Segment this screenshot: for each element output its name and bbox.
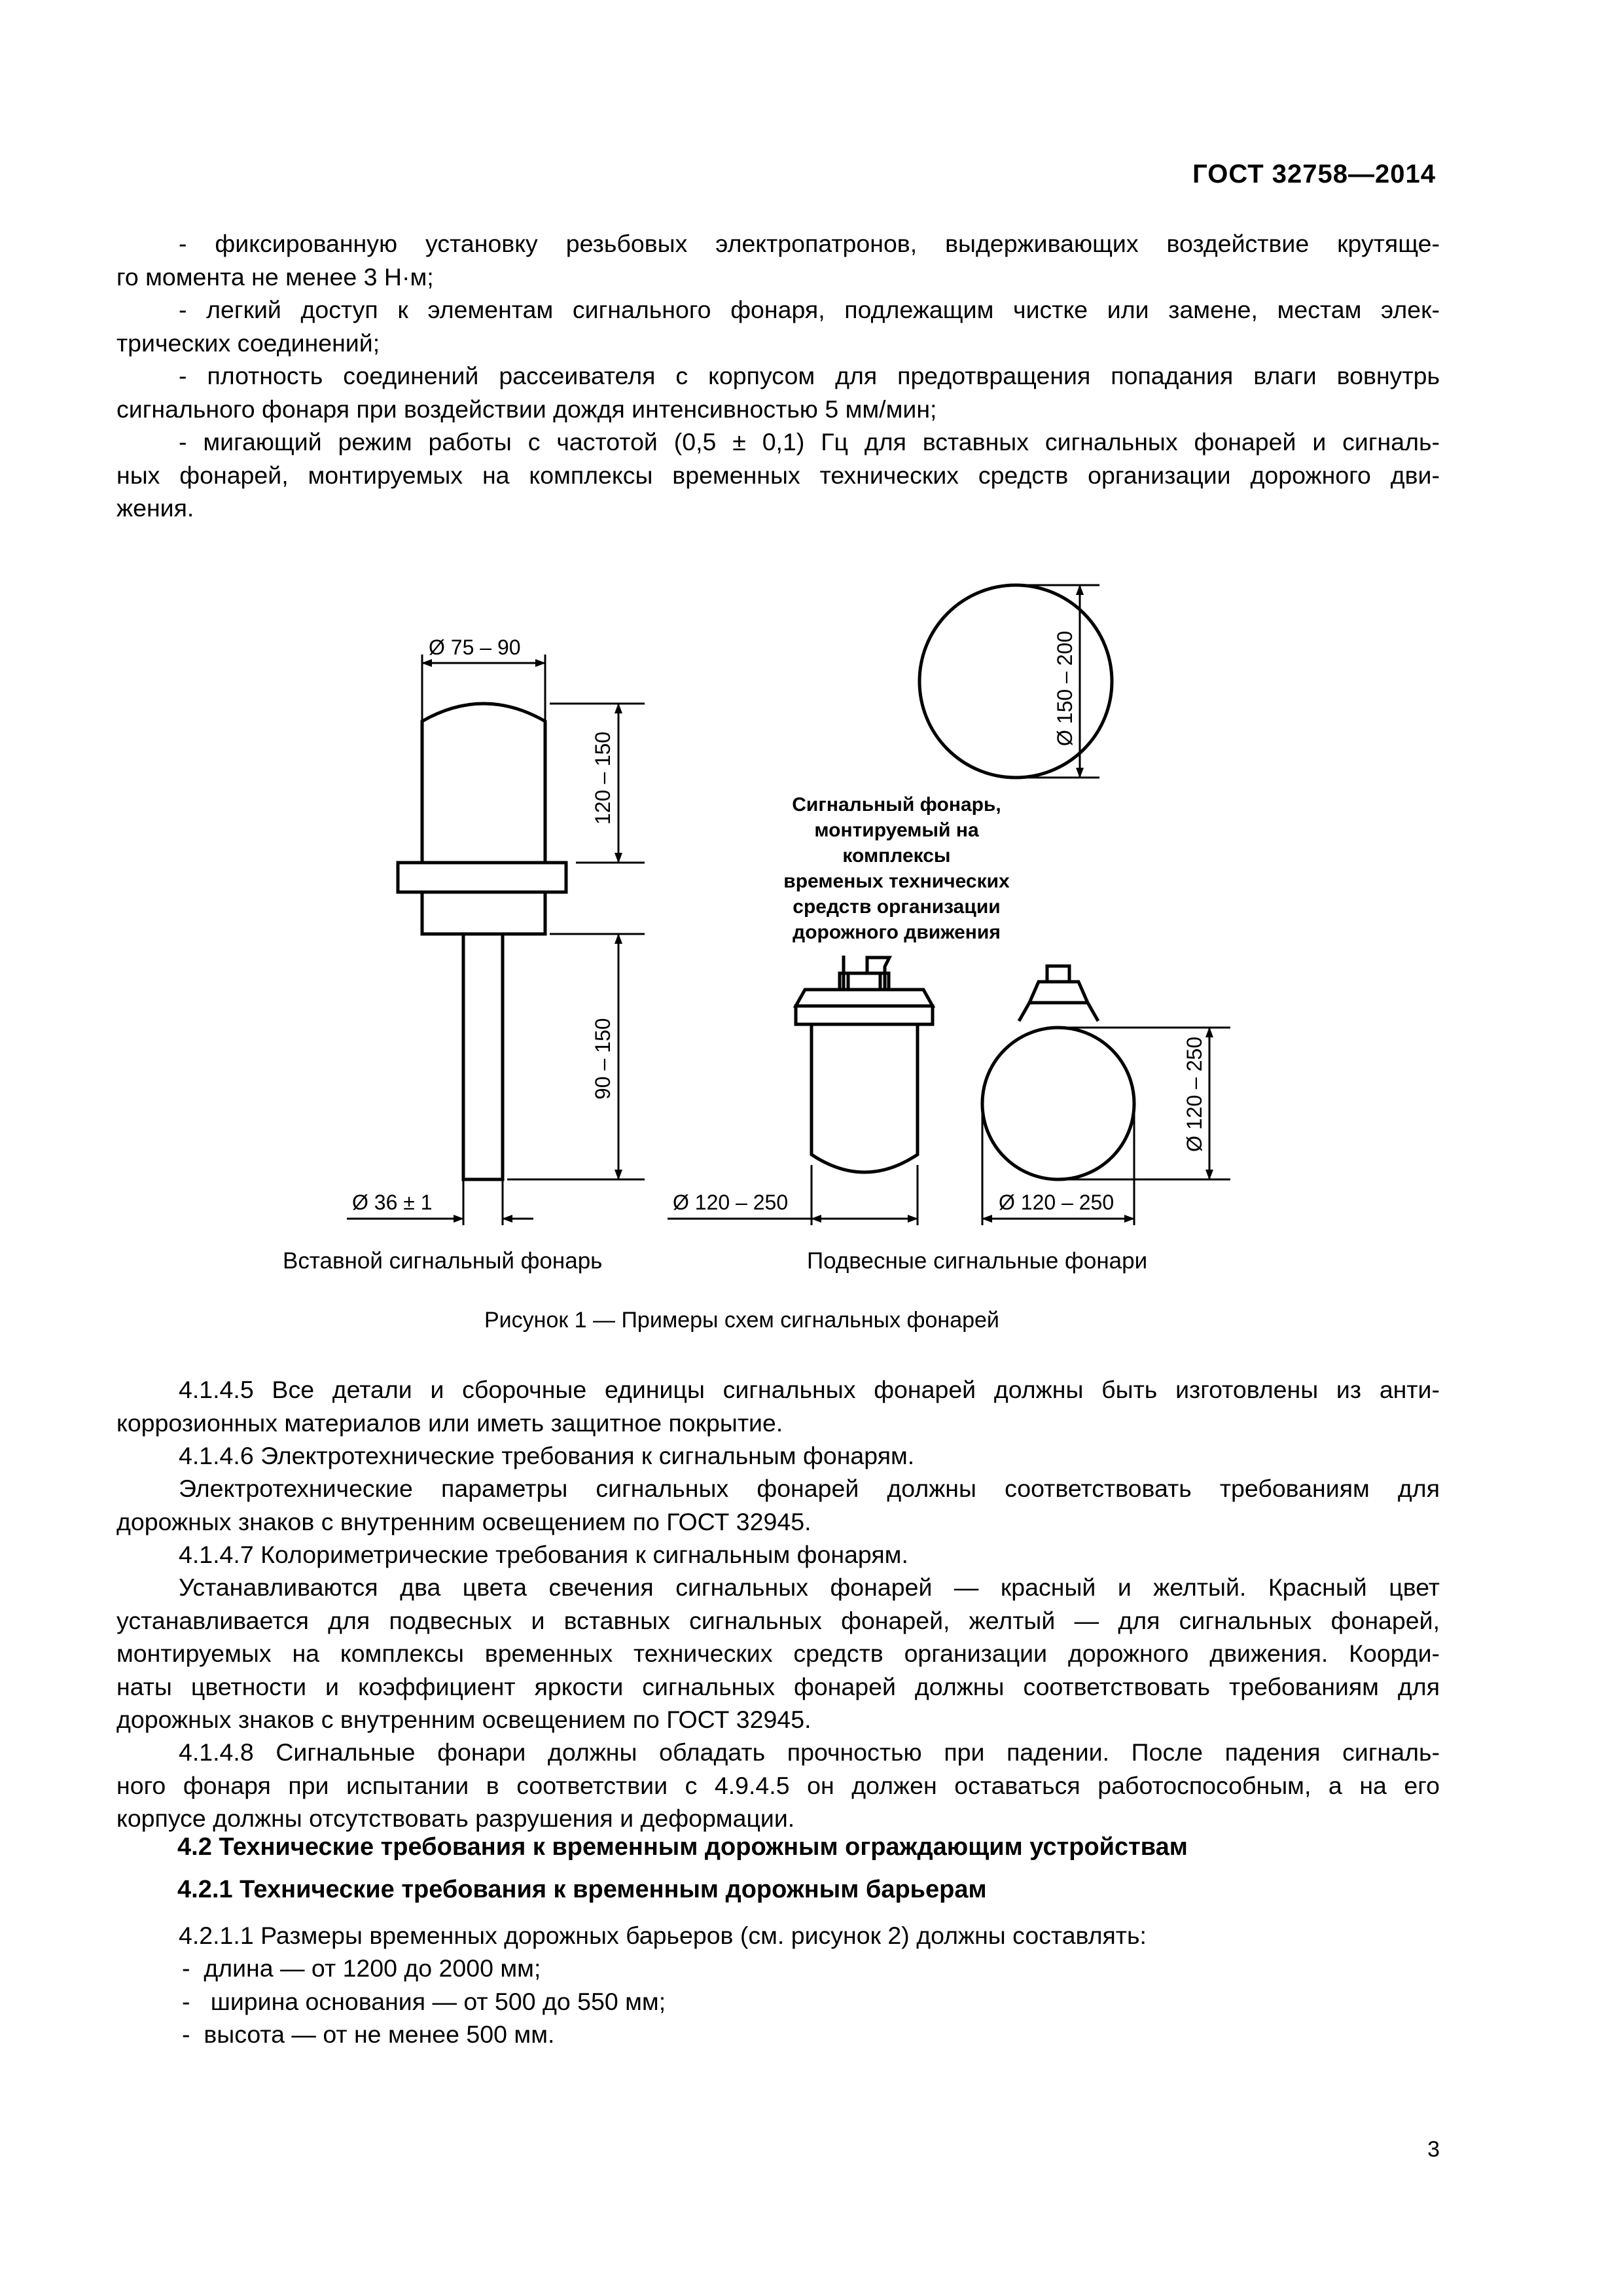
text-line: дорожных знаков с внутренним освещением по ГОСТ 32945.: [116, 1507, 812, 1535]
callout-line: монтируемый на комплексы: [814, 819, 979, 867]
text-line: - легкий доступ к элементам сигнального фонаря, подлежащим чистке или замене, местам элек-: [179, 296, 1440, 323]
hanging-lamp-sphere-drawing: [982, 966, 1134, 1179]
insert-lamp-drawing: [398, 704, 566, 1179]
text-line: ного фонаря при испытании в соответствии с 4.9.4.5 он должен оставаться работоспособным, а на его: [116, 1771, 1440, 1799]
text-line: монтируемых на комплексы временных технических средств организации дорожного движения. Коорди-: [116, 1640, 1440, 1667]
text-line: Устанавливаются два цвета свечения сигнальных фонарей — красный и желтый. Красный цвет: [179, 1573, 1440, 1601]
text-line: - плотность соединений рассеивателя с корпусом для предотвращения попадания влаги вовнутрь: [179, 362, 1440, 389]
page-number: 3: [1427, 2137, 1440, 2162]
text-line: - фиксированную установку резьбовых электропатронов, выдерживающих воздействие крутяще-: [179, 230, 1440, 257]
round-lamp-drawing: [919, 585, 1112, 778]
text-line: 4.1.4.6 Электротехнические требования к сигнальным фонарям.: [179, 1442, 915, 1469]
text-line: 4.1.4.8 Сигнальные фонари должны обладать прочностью при падении. После падения сигналь-: [179, 1738, 1440, 1766]
dim-insert-stem-height: 90 – 150: [591, 1018, 615, 1100]
paragraph-4-1-4-5: [116, 1373, 1440, 1439]
text-line: 4.1.4.5 Все детали и сборочные единицы сигнальных фонарей должны быть изготовлены из анти-: [179, 1376, 1440, 1403]
paragraph-4-1-4-7: [116, 1538, 1440, 1571]
heading-4-2: 4.2 Технические требования к временным дорожным ограждающим устройствам: [177, 1833, 1188, 1861]
round-lamp-callout: [779, 792, 1014, 945]
dim-circle-diameter: Ø 150 – 200: [1053, 630, 1077, 746]
text-line: ных фонарей, монтируемых на комплексы временных технических средств организации дорожного дви-: [116, 461, 1440, 489]
text-line: Электротехнические параметры сигнальных фонарей должны соответствовать требованиям для: [179, 1475, 1440, 1502]
text-line: дорожных знаков с внутренним освещением по ГОСТ 32945.: [116, 1706, 812, 1733]
text-line: корпусе должны отсутствовать разрушения и деформации.: [116, 1804, 795, 1832]
text-line: - мигающий режим работы с частотой (0,5 ± 0,1) Гц для вставных сигнальных фонарей и сигналь-: [179, 428, 1440, 456]
text-line: го момента не менее 3 Н·м;: [116, 262, 434, 291]
dimension-list: [182, 1952, 666, 2051]
text-line: наты цветности и коэффициент яркости сигнальных фонарей должны соответствовать требованиям для: [116, 1672, 1440, 1700]
hanging-lamp-cylinder-drawing: [796, 956, 933, 1172]
dim-hang-right-diameter: Ø 120 – 250: [999, 1191, 1115, 1214]
paragraph-4-2-1-1: [116, 1919, 1440, 1952]
callout-line: дорожного движения: [793, 922, 1001, 943]
paragraph-4-1-4-6-body: [116, 1472, 1440, 1538]
document-code: ГОСТ 32758—2014: [1192, 160, 1436, 188]
text-line: 4.2.1.1 Размеры временных дорожных барьеров (см. рисунок 2) должны составлять:: [179, 1922, 1147, 1949]
paragraph-4-1-4-8: [116, 1736, 1440, 1835]
paragraph-4-1-4-6: [116, 1439, 1440, 1473]
text-line: 4.1.4.7 Колориметрические требования к сигнальным фонарям.: [179, 1541, 908, 1568]
figure-caption: Рисунок 1 — Примеры схем сигнальных фонарей: [484, 1308, 999, 1333]
dim-hang-left-diameter: Ø 120 – 250: [673, 1191, 789, 1214]
label-hanging-lamps: Подвесные сигнальные фонари: [807, 1248, 1148, 1274]
list-item: - ширина основания — от 500 до 550 мм;: [182, 1987, 666, 2015]
paragraph-4-1-4-7-body: [116, 1571, 1440, 1736]
text-line: коррозионных материалов или иметь защитное покрытие.: [116, 1408, 783, 1437]
dim-insert-stem-diameter: Ø 36 ± 1: [352, 1191, 433, 1214]
callout-line: временых технических: [783, 870, 1010, 892]
callout-line: средств организации: [793, 896, 1001, 918]
heading-4-2-1: 4.2.1 Технические требования к временным дорожным барьерам: [177, 1876, 987, 1903]
text-line: трических соединений;: [116, 329, 380, 357]
list-item: - длина — от 1200 до 2000 мм;: [182, 1954, 541, 1982]
dim-hang-right-height: Ø 120 – 250: [1183, 1036, 1206, 1152]
callout-line: Сигнальный фонарь,: [792, 794, 1001, 816]
dim-insert-top-height: 120 – 150: [591, 731, 615, 825]
text-line: жения.: [116, 494, 194, 522]
text-line: устанавливается для подвесных и вставных сигнальных фонарей, желтый — для сигнальных фонарей,: [116, 1606, 1440, 1634]
list-item: - высота — от не менее 500 мм.: [182, 2020, 555, 2048]
label-insert-lamp: Вставной сигнальный фонарь: [283, 1248, 603, 1274]
text-line: сигнального фонаря при воздействии дождя интенсивностью 5 мм/мин;: [116, 395, 937, 423]
dim-insert-diameter: Ø 75 – 90: [429, 636, 521, 659]
